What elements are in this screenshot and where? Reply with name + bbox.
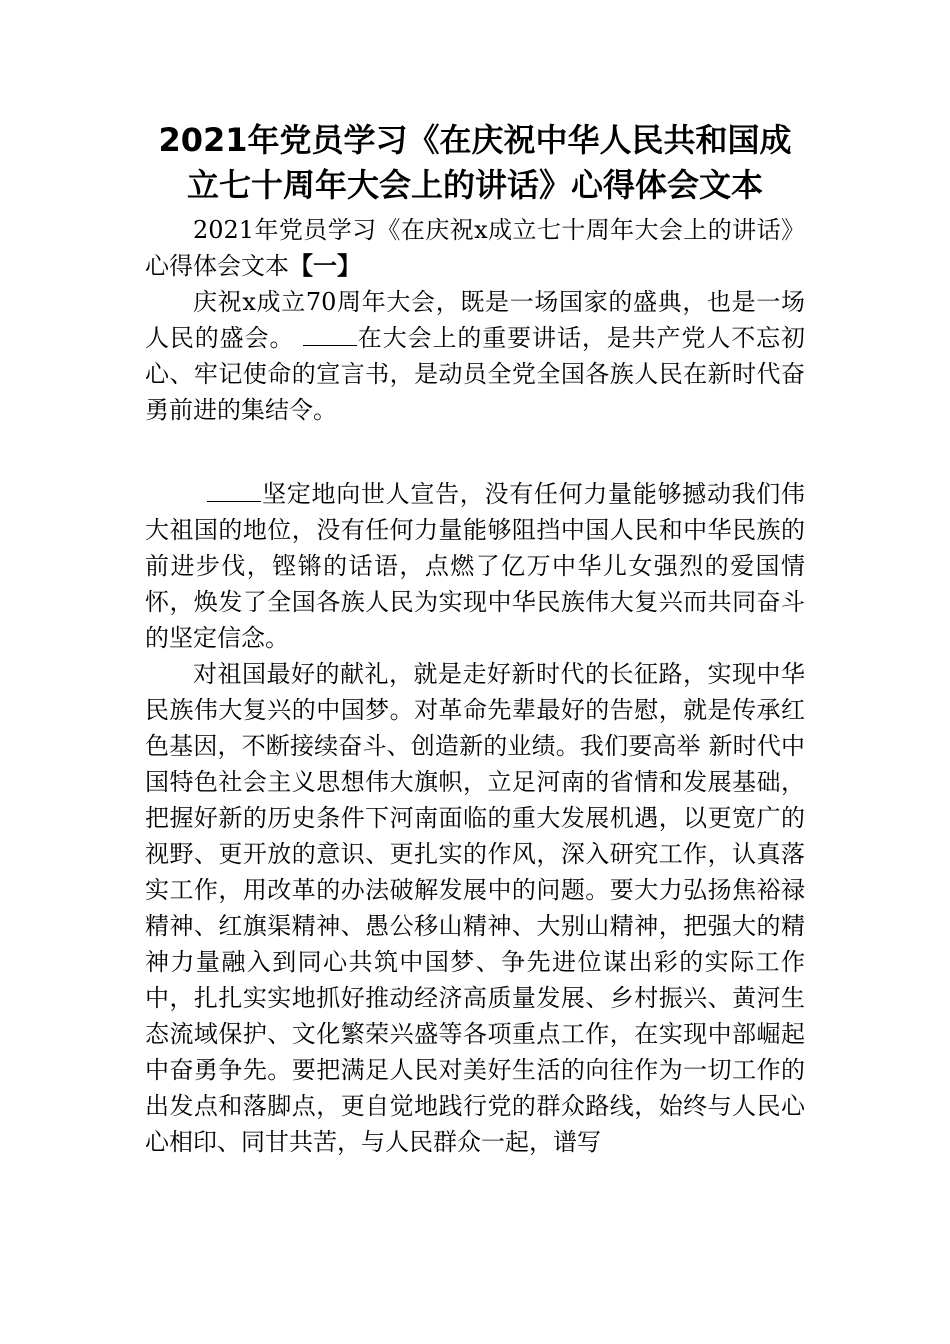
paragraph-1-part-a: 庆祝x成立70周年大会，既是一场国家的盛典，也是一场人民的盛会。: [145, 288, 805, 352]
paragraph-1: [145, 284, 805, 428]
paragraph-1-part-b: 在大会上的重要讲话，是共产党人不忘初心、牢记使命的宣言书，是动员全党全国各族人民在新时代奋勇前进的集结令。: [145, 324, 806, 424]
document-page: [145, 118, 805, 1160]
blank-underline: [303, 323, 357, 346]
blank-underline: [207, 479, 261, 502]
paragraph-2-text: 坚定地向世人宣告，没有任何力量能够撼动我们伟大祖国的地位，没有任何力量能够阻挡中国人民和中华民族的前进步伐，铿锵的话语，点燃了亿万中华儿女强烈的爱国情怀，焕发了全国各族人民为实现中华民族伟大复兴而共同奋斗的坚定信念。: [145, 480, 805, 652]
document-title: 2021年党员学习《在庆祝中华人民共和国成立七十周年大会上的讲话》心得体会文本: [158, 121, 792, 204]
paragraph-gap: [145, 428, 805, 476]
subtitle-marker: 【一】: [289, 251, 361, 280]
paragraph-3: 对祖国最好的献礼，就是走好新时代的长征路，实现中华民族伟大复兴的中国梦。对革命先辈最好的告慰，就是传承红色基因，不断接续奋斗、创造新的业绩。我们要高举 新时代中国特色社会主义思想伟大旗帜，立足河南的省情和发展基础，把握好新的历史条件下河南面临的重大发展机遇，以更宽广的视野、更开放的意识、更扎实的作风，深入研究工作，认真落实工作，用改革的办法破解发展中的问题。要大力弘扬焦裕禄精神、红旗渠精神、愚公移山精神、大别山精神，把强大的精神力量融入到同心共筑中国梦、争先进位谋出彩的实际工作中，扎扎实实地抓好推动经济高质量发展、乡村振兴、黄河生态流域保护、文化繁荣兴盛等各项重点工作，在实现中部崛起中奋勇争先。要把满足人民对美好生活的向往作为一切工作的出发点和落脚点，更自觉地践行党的群众路线，始终与人民心心相印、同甘共苦，与人民群众一起，谱写: [145, 660, 805, 1156]
subtitle-text: 2021年党员学习《在庆祝x成立七十周年大会上的讲话》心得体会文本: [145, 216, 805, 280]
paragraph-2: [145, 476, 805, 656]
subtitle-paragraph: [145, 212, 805, 284]
